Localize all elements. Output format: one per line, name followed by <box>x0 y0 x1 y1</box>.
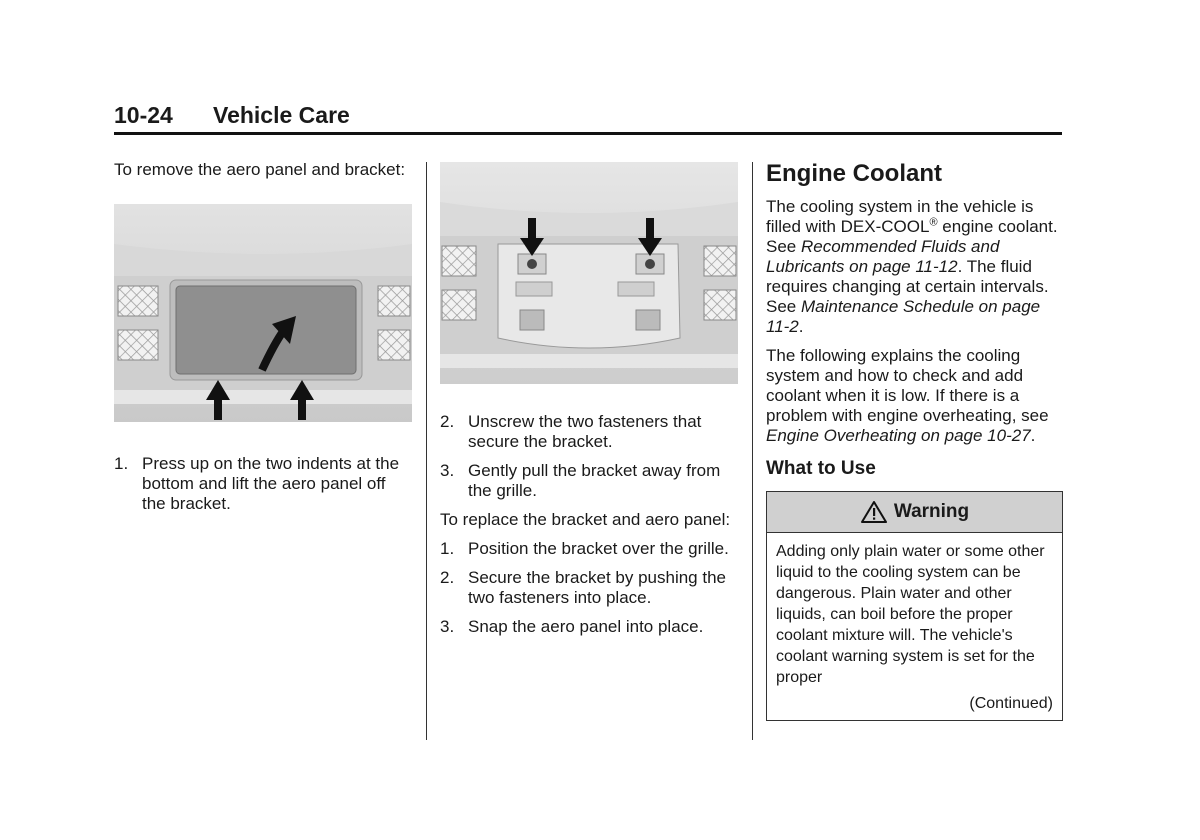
list-item-number: 1. <box>114 454 129 473</box>
column-divider <box>752 162 753 740</box>
list-item <box>440 617 738 637</box>
warning-triangle-icon <box>860 500 888 524</box>
list-item-text: Snap the aero panel into place. <box>468 617 704 636</box>
remove-intro: To remove the aero panel and bracket: <box>114 160 406 179</box>
list-item <box>440 568 738 608</box>
replace-intro: To replace the bracket and aero panel: <box>440 510 731 529</box>
replace-steps <box>440 539 738 637</box>
link-recommended-fluids[interactable]: Recommended Fluids and Lubricants on page 11-12 <box>766 237 1000 276</box>
remove-steps <box>114 454 412 514</box>
what-to-use-heading: What to Use <box>766 458 876 479</box>
unscrew-steps <box>440 412 738 501</box>
list-item-number: 3. <box>440 617 455 636</box>
list-item-text: Unscrew the two fasteners that secure the bracket. <box>468 412 702 451</box>
list-item <box>440 539 738 559</box>
list-item-number: 3. <box>440 461 455 480</box>
engine-coolant-heading: Engine Coolant <box>766 160 942 187</box>
page-header <box>114 100 1062 135</box>
column-1 <box>114 160 412 523</box>
list-item <box>440 461 738 501</box>
list-item-text: Secure the bracket by pushing the two fasteners into place. <box>468 568 726 607</box>
list-item-text: Press up on the two indents at the bottom and lift the aero panel off the bracket. <box>142 454 400 513</box>
aero-panel-illustration <box>114 204 412 426</box>
section-title: Vehicle Care <box>213 102 350 128</box>
coolant-para-1: The cooling system in the vehicle is filled with DEX-COOL® engine coolant. See Recommended Fluids and Lubricants on page 11-12. The fluid requires changing at certain intervals. See Maintenance Schedule on page 11-2. <box>766 197 1058 336</box>
column-3 <box>766 160 1063 721</box>
warning-title: Warning <box>893 501 970 522</box>
link-maintenance-schedule[interactable]: Maintenance Schedule on page 11-2 <box>766 297 1041 336</box>
warning-text: Adding only plain water or some other liquid to the cooling system can be dangerous. Plain water and other liquids, can boil before the proper coolant mixture will. The vehicle's coolant warning system is set for the proper <box>776 543 1045 686</box>
list-item-text: Position the bracket over the grille. <box>468 539 729 558</box>
list-item-text: Gently pull the bracket away from the grille. <box>468 461 721 500</box>
list-item-number: 2. <box>440 412 455 431</box>
coolant-para-2: The following explains the cooling system and how to check and add coolant when it is low. If there is a problem with engine overheating, see Engine Overheating on page 10-27. <box>766 346 1049 445</box>
bracket-fasteners-illustration <box>440 162 738 384</box>
list-item <box>440 412 738 452</box>
list-item-number: 1. <box>440 539 455 558</box>
continued-label: (Continued) <box>969 695 1053 712</box>
page-number: 10-24 <box>114 102 173 128</box>
link-engine-overheating[interactable]: Engine Overheating on page 10-27 <box>766 426 1031 445</box>
warning-box <box>766 491 1063 721</box>
warning-body <box>767 533 1062 720</box>
list-item <box>114 454 412 514</box>
column-2 <box>440 160 738 646</box>
warning-header <box>767 492 1062 533</box>
list-item-number: 2. <box>440 568 455 587</box>
column-divider <box>426 162 427 740</box>
